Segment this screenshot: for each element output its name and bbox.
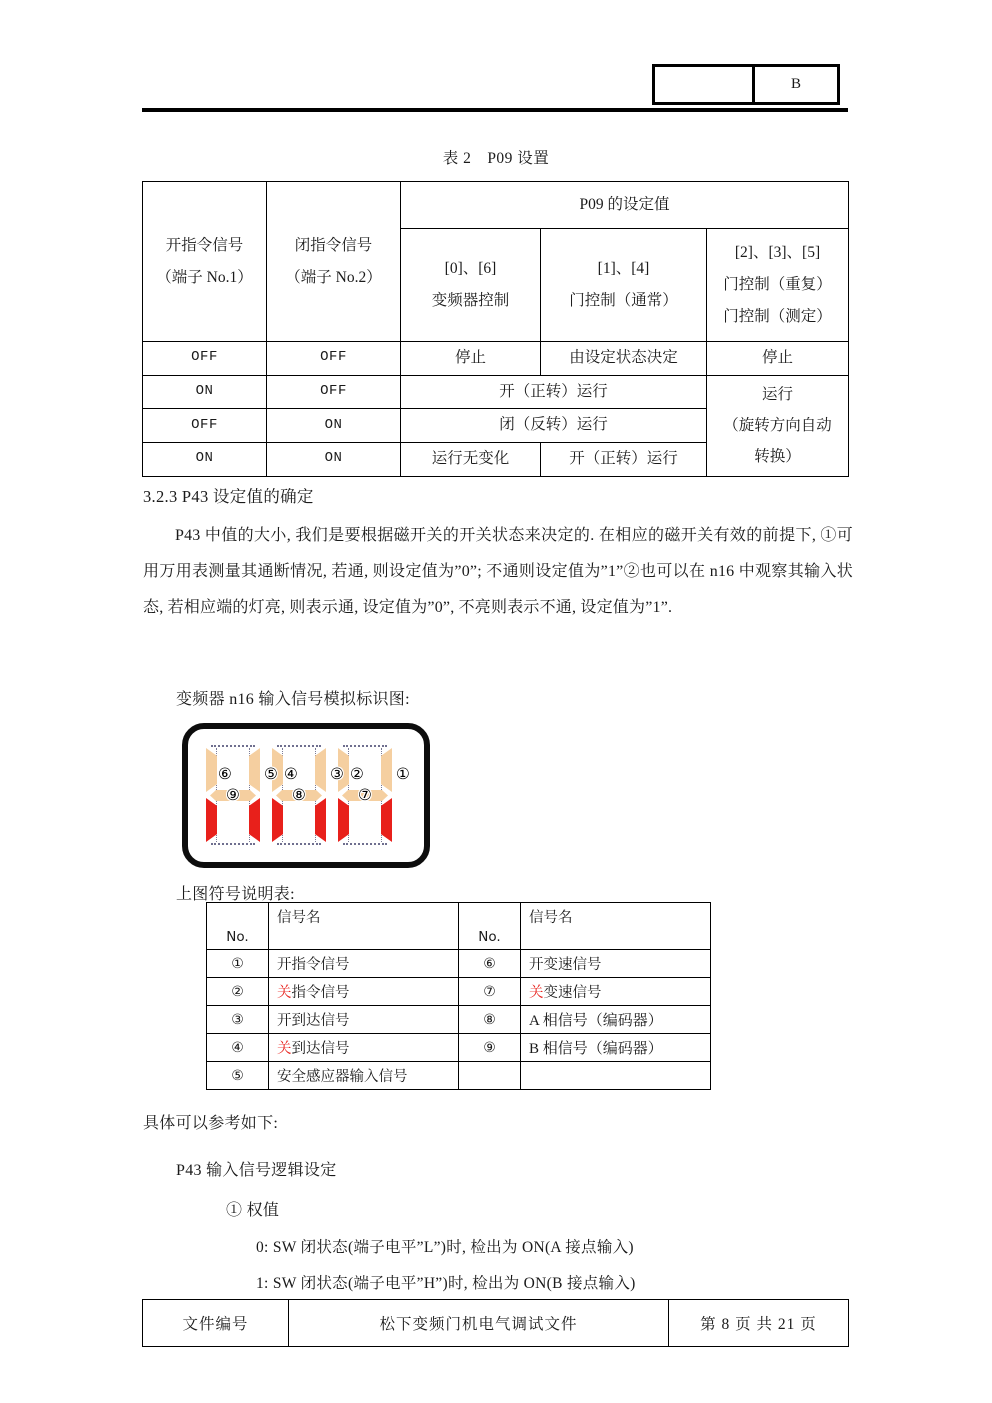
col-header-mode-2-3-5-l1: [2]、[3]、[5] (734, 244, 821, 262)
circled-number-4: ④ (284, 765, 298, 783)
col-header-mode-1-4-l1: [1]、[4] (597, 260, 650, 278)
cell-close-r3: ON (267, 409, 401, 443)
symbol-signal-6 (521, 950, 711, 978)
segment-upper-right-icon (249, 748, 260, 792)
symbol-signal-4 (269, 1034, 459, 1062)
cell-merged-r3: 闭（反转）运行 (401, 409, 707, 443)
cell-mode235-r1: 停止 (707, 342, 849, 376)
cell-mode14-r4: 开（正转）运行 (541, 443, 707, 477)
symbol-signal-3-text: 开到达信号 (277, 1013, 350, 1029)
segment-top-icon (211, 745, 255, 750)
cell-close-r2: OFF (267, 375, 401, 409)
table-row (207, 1034, 711, 1062)
symbol-no-9: ⑨ (459, 1034, 521, 1062)
header-rule (142, 108, 848, 112)
cell-mode235-merged (707, 375, 849, 476)
circled-number-5: ⑤ (264, 765, 278, 783)
cell-mode235-merged-l2: （旋转方向自动 (723, 417, 832, 435)
segment-lower-right-icon (315, 798, 326, 842)
symbol-no-6: ⑥ (459, 950, 521, 978)
col-header-mode-2-3-5-l3: 门控制（测定） (723, 307, 832, 325)
header-revision-box (652, 64, 840, 105)
table2-caption: 表 2 P09 设置 (442, 150, 550, 167)
section-paragraph-p43 (143, 518, 853, 626)
cell-close-r4: ON (267, 443, 401, 477)
symbol-no-1: ① (207, 950, 269, 978)
table-symbol-legend (206, 902, 711, 1090)
segment-upper-right-icon (381, 748, 392, 792)
lower-text-reference-intro: 具体可以参考如下: (143, 1115, 279, 1132)
footer-row (143, 1300, 849, 1347)
segment-upper-right-icon (315, 748, 326, 792)
symbol-header-no-left: No. (207, 903, 269, 950)
col-header-open-command-l1: 开指令信号 (165, 236, 244, 254)
col-header-close-command-l1: 闭指令信号 (294, 236, 373, 254)
symbol-no-3: ③ (207, 1006, 269, 1034)
symbol-no-2: ② (207, 978, 269, 1006)
symbol-header-signal-left: 信号名 (269, 903, 459, 950)
footer-page-info: 第 8 页 共 21 页 (669, 1300, 849, 1347)
table-row (143, 342, 849, 376)
lower-text-logic-1: 1: SW 闭状态(端子电平”H”)时, 检出为 ON(B 接点输入) (256, 1275, 636, 1292)
col-header-mode-2-3-5 (707, 229, 849, 342)
segment-top-icon (277, 745, 321, 750)
segment-bottom-icon (277, 840, 321, 845)
segment-top-icon (343, 745, 387, 750)
symbol-no-8: ⑧ (459, 1006, 521, 1034)
symbol-header-signal-right: 信号名 (521, 903, 711, 950)
circled-number-2: ② (350, 765, 364, 783)
cell-close-r1: OFF (267, 342, 401, 376)
segment-bottom-icon (343, 840, 387, 845)
symbol-signal-2 (269, 978, 459, 1006)
seven-segment-digit-1 (206, 745, 278, 845)
paragraph-text: P43 中值的大小, 我们是要根据磁开关的开关状态来决定的. 在相应的磁开关有效的前提下, ①可用万用表测量其通断情况, 若通, 则设定值为”0”; 不通则设定值为”1”②也可以在 n16 中观察其输入状态, 若相应端的灯亮, 则表示通, 设定值为”0”, 不亮则表示不通, 设定值为”1”. (143, 527, 853, 616)
cell-mode235-merged-l3: 转换） (754, 448, 801, 466)
symbol-signal-4-text: 到达信号 (291, 1041, 350, 1057)
seven-segment-digit-3 (338, 745, 410, 845)
symbol-signal-7-text: 变速信号 (543, 985, 602, 1001)
cell-mode06-r1: 停止 (401, 342, 541, 376)
table-row (207, 978, 711, 1006)
cell-mode235-merged-l1: 运行 (762, 386, 794, 404)
symbol-signal-9: B 相信号（编码器） (521, 1034, 711, 1062)
symbol-signal-3 (269, 1006, 459, 1034)
header-cell-empty (655, 67, 752, 102)
cell-mode06-r4: 运行无变化 (401, 443, 541, 477)
segment-lower-right-icon (249, 798, 260, 842)
col-header-mode-1-4-l2: 门控制（通常） (569, 292, 678, 309)
col-header-close-command-l2: （端子 No.2） (285, 268, 382, 286)
cell-open-r1: OFF (143, 342, 267, 376)
symbol-table-caption: 上图符号说明表: (176, 886, 295, 903)
table-row (207, 950, 711, 978)
cell-mode14-r1: 由设定状态决定 (541, 342, 707, 376)
segment-lower-right-icon (381, 798, 392, 842)
symbol-table-header-row (207, 903, 711, 950)
header-cell-revision: B (752, 67, 837, 102)
symbol-signal-2-red: 关 (277, 985, 292, 1001)
circled-number-6: ⑥ (218, 765, 232, 783)
page-footer (142, 1299, 849, 1347)
col-header-mode-1-4 (541, 229, 707, 342)
symbol-no-7: ⑦ (459, 978, 521, 1006)
table-row (207, 1062, 711, 1090)
col-header-p09-group: P09 的设定值 (401, 182, 849, 229)
footer-doc-number-label: 文件编号 (143, 1300, 289, 1347)
circled-number-8: ⑧ (292, 786, 306, 804)
symbol-signal-7 (521, 978, 711, 1006)
symbol-signal-8: A 相信号（编码器） (521, 1006, 711, 1034)
lower-text-weight-item: ① 权值 (226, 1202, 280, 1219)
symbol-signal-1-text: 开指令信号 (277, 957, 350, 973)
col-header-mode-2-3-5-l2: 门控制（重复） (723, 276, 832, 294)
diagram-caption: 变频器 n16 输入信号模拟标识图: (176, 691, 410, 708)
circled-number-9: ⑨ (226, 786, 240, 804)
circled-number-7: ⑦ (358, 786, 372, 804)
symbol-header-no-right: No. (459, 903, 521, 950)
symbol-signal-empty (521, 1062, 711, 1090)
col-header-close-command (267, 182, 401, 342)
table-row-header-group (143, 182, 849, 229)
col-header-open-command (143, 182, 267, 342)
cell-open-r3: OFF (143, 409, 267, 443)
seven-segment-digit-2 (272, 745, 344, 845)
segment-bottom-icon (211, 840, 255, 845)
cell-open-r4: ON (143, 443, 267, 477)
cell-open-r2: ON (143, 375, 267, 409)
symbol-no-empty (459, 1062, 521, 1090)
table-row (207, 1006, 711, 1034)
symbol-signal-1 (269, 950, 459, 978)
symbol-signal-7-red: 关 (529, 985, 544, 1001)
symbol-signal-2-text: 指令信号 (291, 985, 350, 1001)
section-heading-323: 3.2.3 P43 设定值的确定 (143, 487, 314, 506)
table-row (143, 375, 849, 409)
lower-text-logic-0: 0: SW 闭状态(端子电平”L”)时, 检出为 ON(A 接点输入) (256, 1239, 634, 1256)
symbol-signal-5: 安全感应器输入信号 (269, 1062, 459, 1090)
seven-segment-display-diagram (182, 723, 430, 868)
col-header-mode-0-6-l2: 变频器控制 (431, 292, 510, 309)
symbol-no-5: ⑤ (207, 1062, 269, 1090)
symbol-signal-6-text: 开变速信号 (529, 957, 602, 973)
col-header-open-command-l2: （端子 No.1） (156, 268, 253, 286)
symbol-signal-4-red: 关 (277, 1041, 292, 1057)
table-p09-settings (142, 181, 849, 477)
lower-text-p43-logic-title: P43 输入信号逻辑设定 (176, 1162, 337, 1179)
cell-merged-r2: 开（正转）运行 (401, 375, 707, 409)
col-header-mode-0-6-l1: [0]、[6] (444, 260, 497, 278)
symbol-no-4: ④ (207, 1034, 269, 1062)
col-header-mode-0-6 (401, 229, 541, 342)
circled-number-1: ① (396, 765, 410, 783)
footer-doc-title: 松下变频门机电气调试文件 (289, 1300, 669, 1347)
circled-number-3: ③ (330, 765, 344, 783)
